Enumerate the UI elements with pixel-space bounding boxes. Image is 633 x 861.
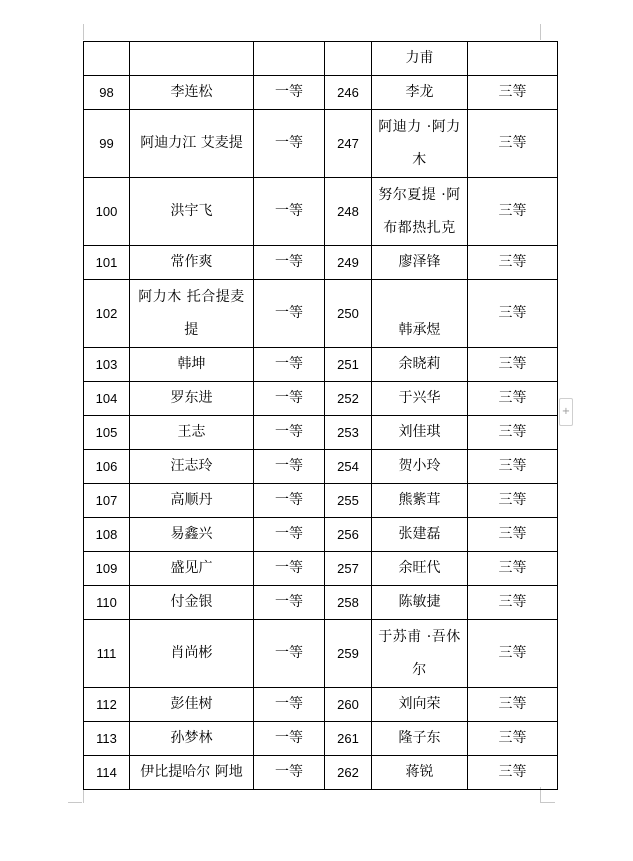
cell-name-right: 廖泽锋 [372, 246, 468, 280]
table-row [84, 280, 558, 348]
cell-number-right: 249 [325, 246, 372, 280]
table-row [84, 246, 558, 280]
table-row [84, 518, 558, 552]
table-row [84, 416, 558, 450]
cell-name-right: 张建磊 [372, 518, 468, 552]
cell-number-right: 252 [325, 382, 372, 416]
cell-name-right: 韩承煜 [372, 280, 468, 348]
cell-grade-right: 三等 [468, 552, 558, 586]
cell-name-left: 盛见广 [130, 552, 254, 586]
table-row [84, 348, 558, 382]
table-row [84, 178, 558, 246]
table-row [84, 620, 558, 688]
cell-number-right: 262 [325, 756, 372, 790]
cell-number-left: 109 [84, 552, 130, 586]
cell-name-left: 彭佳树 [130, 688, 254, 722]
cell-name-right: 于苏甫 ·吾休尔 [372, 620, 468, 688]
table-row [84, 382, 558, 416]
cell-grade-left: 一等 [254, 552, 325, 586]
cell-name-right: 余旺代 [372, 552, 468, 586]
cell-name-left: 李连松 [130, 76, 254, 110]
cell-grade-right: 三等 [468, 620, 558, 688]
cell-number-right: 246 [325, 76, 372, 110]
cell-grade-left: 一等 [254, 722, 325, 756]
cell-grade-left: 一等 [254, 620, 325, 688]
cell-name-right: 余晓莉 [372, 348, 468, 382]
cell-number-right: 248 [325, 178, 372, 246]
cell-name-right: 贺小玲 [372, 450, 468, 484]
cell-number-left: 105 [84, 416, 130, 450]
cell-number-right: 253 [325, 416, 372, 450]
page-corner-mark [540, 24, 541, 40]
cell-grade-left: 一等 [254, 518, 325, 552]
cell-number-right: 256 [325, 518, 372, 552]
cell-grade-right: 三等 [468, 280, 558, 348]
table-row [84, 110, 558, 178]
cell-grade-right: 三等 [468, 756, 558, 790]
cell-grade-right: 三等 [468, 76, 558, 110]
cell-grade-right: 三等 [468, 450, 558, 484]
cell-number-left: 98 [84, 76, 130, 110]
cell-grade-left: 一等 [254, 382, 325, 416]
table-row [84, 76, 558, 110]
cell-grade-left: 一等 [254, 484, 325, 518]
cell-grade-right: 三等 [468, 178, 558, 246]
table-row [84, 450, 558, 484]
cell-name-left: 阿迪力江 艾麦提 [130, 110, 254, 178]
cell-number-right: 250 [325, 280, 372, 348]
cell-number-left: 110 [84, 586, 130, 620]
cell-name-right: 蒋锐 [372, 756, 468, 790]
cell-grade-right: 三等 [468, 688, 558, 722]
cell-grade-left: 一等 [254, 76, 325, 110]
table-row [84, 484, 558, 518]
cell-name-left: 高顺丹 [130, 484, 254, 518]
cell-number-right: 247 [325, 110, 372, 178]
table-row [84, 586, 558, 620]
cell-number-left [84, 42, 130, 76]
table-row [84, 722, 558, 756]
cell-number-left: 107 [84, 484, 130, 518]
cell-number-left: 104 [84, 382, 130, 416]
cell-name-right: 刘佳琪 [372, 416, 468, 450]
cell-grade-left: 一等 [254, 178, 325, 246]
add-row-button[interactable] [559, 398, 573, 426]
award-list-table [83, 41, 558, 790]
cell-grade-left: 一等 [254, 110, 325, 178]
cell-grade-left [254, 42, 325, 76]
cell-number-left: 103 [84, 348, 130, 382]
cell-grade-left: 一等 [254, 348, 325, 382]
cell-name-left: 肖尚彬 [130, 620, 254, 688]
cell-number-left: 106 [84, 450, 130, 484]
cell-number-left: 112 [84, 688, 130, 722]
cell-name-left: 洪宇飞 [130, 178, 254, 246]
cell-number-left: 100 [84, 178, 130, 246]
cell-grade-right: 三等 [468, 382, 558, 416]
cell-grade-left: 一等 [254, 450, 325, 484]
cell-name-right: 于兴华 [372, 382, 468, 416]
cell-name-left: 孙梦林 [130, 722, 254, 756]
cell-grade-left: 一等 [254, 586, 325, 620]
cell-name-right: 阿迪力 ·阿力木 [372, 110, 468, 178]
cell-number-right: 254 [325, 450, 372, 484]
cell-grade-right: 三等 [468, 518, 558, 552]
cell-number-right: 257 [325, 552, 372, 586]
cell-grade-right: 三等 [468, 348, 558, 382]
cell-grade-left: 一等 [254, 246, 325, 280]
cell-grade-left: 一等 [254, 688, 325, 722]
cell-grade-right: 三等 [468, 110, 558, 178]
cell-name-left: 伊比提哈尔 阿地 [130, 756, 254, 790]
cell-name-left: 易鑫兴 [130, 518, 254, 552]
cell-number-left: 114 [84, 756, 130, 790]
cell-name-right: 李龙 [372, 76, 468, 110]
cell-number-left: 113 [84, 722, 130, 756]
cell-name-right: 刘向荣 [372, 688, 468, 722]
cell-number-right: 251 [325, 348, 372, 382]
cell-grade-right: 三等 [468, 586, 558, 620]
cell-number-right: 261 [325, 722, 372, 756]
cell-number-left: 111 [84, 620, 130, 688]
cell-grade-left: 一等 [254, 416, 325, 450]
page-corner-mark [541, 802, 555, 803]
cell-grade-right: 三等 [468, 246, 558, 280]
cell-grade-right: 三等 [468, 484, 558, 518]
cell-number-right [325, 42, 372, 76]
cell-number-left: 108 [84, 518, 130, 552]
cell-name-left: 阿力木 托合提麦提 [130, 280, 254, 348]
plus-icon: + [561, 406, 571, 417]
table-row [84, 42, 558, 76]
cell-number-left: 101 [84, 246, 130, 280]
cell-name-left: 罗东进 [130, 382, 254, 416]
cell-grade-right: 三等 [468, 722, 558, 756]
cell-number-right: 259 [325, 620, 372, 688]
page-corner-mark [83, 24, 84, 40]
table-row [84, 688, 558, 722]
cell-number-right: 260 [325, 688, 372, 722]
cell-grade-left: 一等 [254, 756, 325, 790]
cell-grade-right [468, 42, 558, 76]
table-row [84, 756, 558, 790]
cell-number-right: 255 [325, 484, 372, 518]
cell-number-left: 99 [84, 110, 130, 178]
cell-name-left: 王志 [130, 416, 254, 450]
cell-name-right: 力甫 [372, 42, 468, 76]
cell-number-left: 102 [84, 280, 130, 348]
cell-name-left: 常作爽 [130, 246, 254, 280]
table-row [84, 552, 558, 586]
page-corner-mark [68, 802, 82, 803]
cell-grade-left: 一等 [254, 280, 325, 348]
cell-grade-right: 三等 [468, 416, 558, 450]
cell-name-left [130, 42, 254, 76]
cell-name-right: 熊紫茸 [372, 484, 468, 518]
cell-number-right: 258 [325, 586, 372, 620]
cell-name-right: 陈敏捷 [372, 586, 468, 620]
cell-name-left: 韩坤 [130, 348, 254, 382]
cell-name-left: 汪志玲 [130, 450, 254, 484]
cell-name-right: 隆子东 [372, 722, 468, 756]
cell-name-left: 付金银 [130, 586, 254, 620]
cell-name-right: 努尔夏提 ·阿布都热扎克 [372, 178, 468, 246]
